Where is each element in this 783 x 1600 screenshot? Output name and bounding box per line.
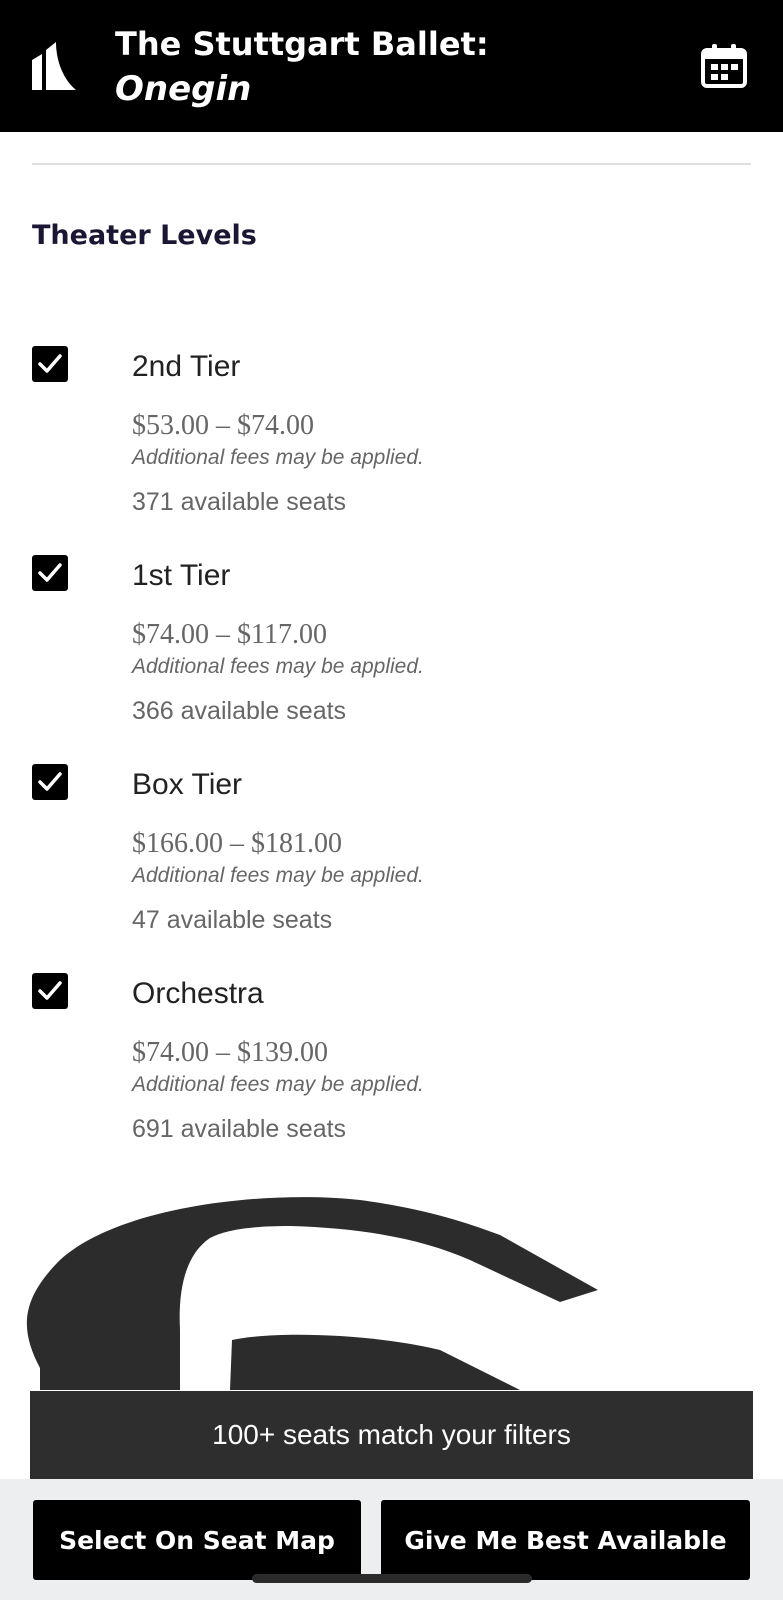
level-item — [0, 346, 783, 546]
best-available-button[interactable]: Give Me Best Available — [381, 1500, 750, 1580]
level-name: Orchestra — [132, 977, 264, 1010]
event-title-line2: Onegin — [115, 69, 252, 109]
level-checkbox[interactable] — [32, 973, 68, 1009]
checkmark-icon — [35, 558, 65, 588]
level-fees-note: Additional fees may be applied. — [132, 446, 424, 469]
level-price: $166.00 – $181.00 — [132, 828, 342, 859]
event-title — [115, 22, 489, 112]
level-price: $74.00 – $117.00 — [132, 619, 327, 650]
level-seats: 371 available seats — [132, 488, 347, 516]
home-indicator[interactable] — [252, 1574, 532, 1583]
checkmark-icon — [35, 767, 65, 797]
level-checkbox[interactable] — [32, 346, 68, 382]
level-fees-note: Additional fees may be applied. — [132, 1073, 424, 1096]
checkmark-icon — [35, 976, 65, 1006]
level-fees-note: Additional fees may be applied. — [132, 864, 424, 887]
level-seats: 366 available seats — [132, 697, 347, 725]
level-name: 2nd Tier — [132, 350, 241, 383]
level-item — [0, 973, 783, 1173]
level-checkbox[interactable] — [32, 764, 68, 800]
section-divider — [32, 163, 751, 165]
filter-status-bar — [30, 1391, 753, 1479]
level-item — [0, 764, 783, 964]
level-fees-note: Additional fees may be applied. — [132, 655, 424, 678]
level-item — [0, 555, 783, 755]
level-checkbox[interactable] — [32, 555, 68, 591]
calendar-icon[interactable] — [700, 42, 748, 90]
checkmark-icon — [35, 349, 65, 379]
select-on-seat-map-button[interactable]: Select On Seat Map — [33, 1500, 361, 1580]
theater-logo-icon[interactable] — [30, 40, 78, 92]
app-header — [0, 0, 783, 132]
section-title: Theater Levels — [32, 220, 257, 251]
level-price: $74.00 – $139.00 — [132, 1037, 328, 1068]
level-price: $53.00 – $74.00 — [132, 410, 314, 441]
filter-status-text: 100+ seats match your filters — [212, 1419, 571, 1450]
level-name: Box Tier — [132, 768, 243, 801]
event-title-line1: The Stuttgart Ballet: — [115, 25, 489, 63]
level-seats: 47 available seats — [132, 906, 333, 934]
level-seats: 691 available seats — [132, 1115, 347, 1143]
level-name: 1st Tier — [132, 559, 231, 592]
